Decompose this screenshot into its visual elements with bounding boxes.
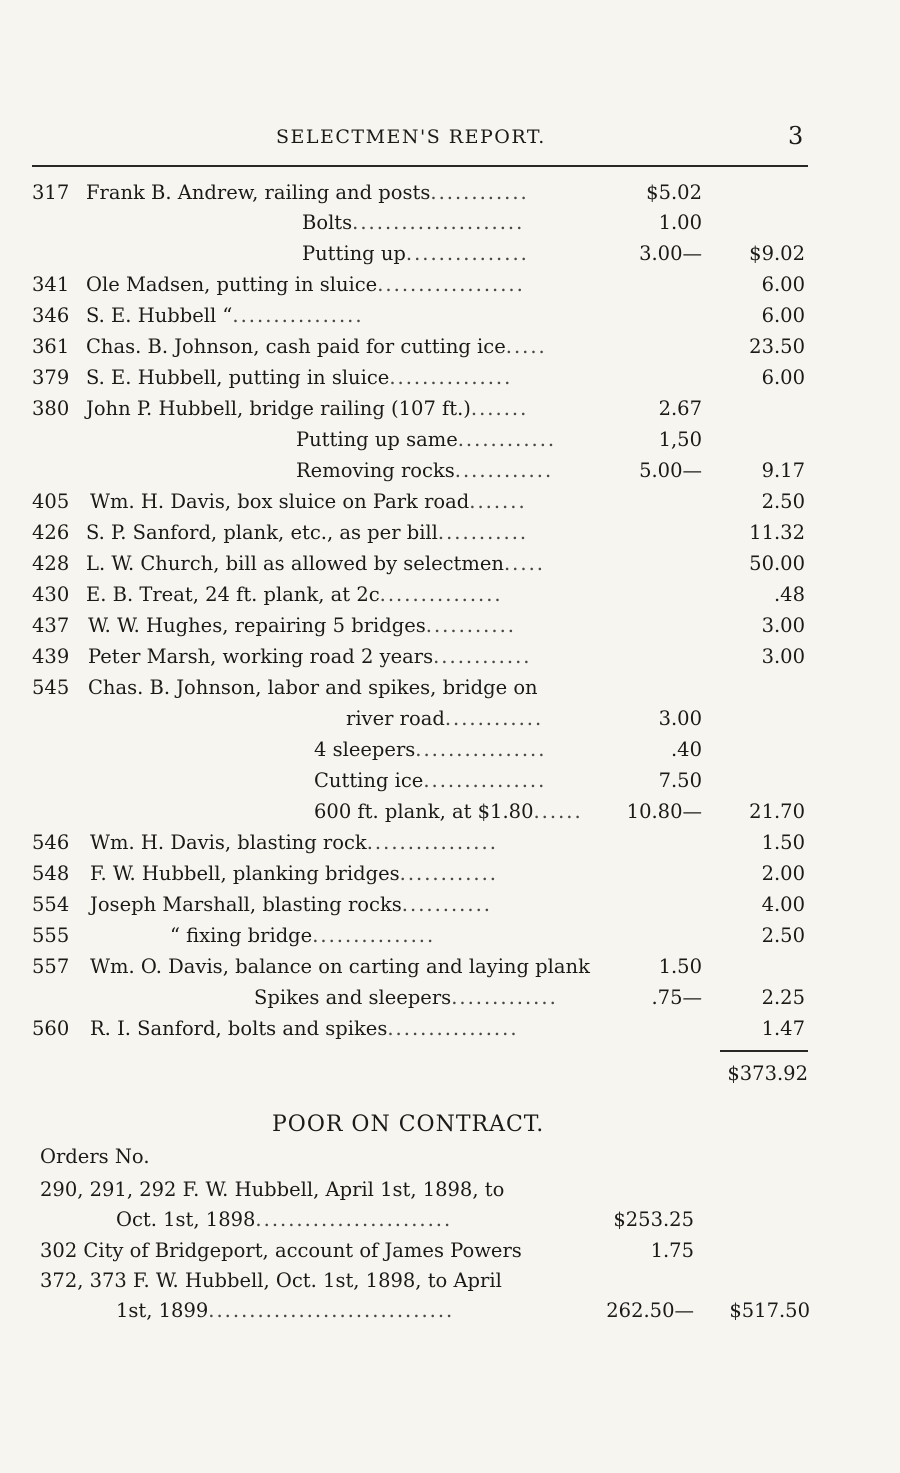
poor-row [0,1236,900,1266]
entry-text: E. B. Treat, 24 ft. plank, at 2c [86,583,380,606]
total-amount: 21.70 [749,800,805,823]
entry-text: Wm. H. Davis, blasting rock [90,831,367,854]
entry-text: Joseph Marshall, blasting rocks [90,893,402,916]
leader-dots: ............. [451,986,558,1009]
ledger-row [0,518,900,548]
leader-dots: ............... [389,366,513,389]
ledger-row [0,270,900,300]
entry-description [86,332,547,362]
item-amount: 7.50 [658,769,702,792]
leader-dots: ............ [444,707,544,730]
entry-text: Ole Madsen, putting in sluice [86,273,378,296]
ledger-row [0,487,900,517]
ledger-row [0,704,900,734]
order-number: 546 [32,831,70,854]
entry-text: S. P. Sanford, plank, etc., as per bill [86,521,438,544]
order-number: 439 [32,645,70,668]
leader-dots: ............ [399,862,499,885]
ledger-row [0,828,900,858]
total-amount: 23.50 [749,335,805,358]
poor-text: 290, 291, 292 F. W. Hubbell, April 1st, 1898, to [40,1178,505,1201]
order-number: 428 [32,552,70,575]
entry-description [296,456,553,486]
entry-description [254,983,558,1013]
entry-description [88,611,516,641]
poor-row [0,1296,900,1326]
entry-text: S. E. Hubbell, putting in sluice [86,366,390,389]
item-amount: .40 [670,738,702,761]
ledger-row [0,178,900,208]
entry-description [88,673,538,703]
leader-dots: ............... [405,242,529,265]
entry-text: W. W. Hughes, repairing 5 bridges [88,614,426,637]
entry-text: Putting up same [296,428,458,451]
entry-text: river road [346,707,445,730]
entry-description [90,487,527,517]
ledger-row [0,797,900,827]
entry-description [302,208,524,238]
page-number: 3 [788,122,804,150]
entry-description [86,363,512,393]
orders-label: Orders No. [40,1145,150,1168]
section-title: POOR ON CONTRACT. [272,1112,545,1137]
entry-description [90,859,498,889]
entry-description [86,394,528,424]
leader-dots: ..................... [352,211,525,234]
entry-text: 600 ft. plank, at $1.80 [314,800,534,823]
ledger-row [0,208,900,238]
entry-text: 4 sleepers [314,738,416,761]
item-amount: 1.50 [658,955,702,978]
ledger-row [0,363,900,393]
entry-description [314,735,546,765]
entry-description [170,921,435,951]
entry-description [90,890,492,920]
poor-total: $517.50 [729,1299,810,1322]
order-number: 426 [32,521,70,544]
item-amount: 1,50 [658,428,702,451]
entry-text: S. E. Hubbell “ [86,304,233,327]
item-amount: 5.00— [639,459,702,482]
entry-description [346,704,543,734]
entry-description [90,828,498,858]
leader-dots: ..... [505,335,547,358]
grand-total: $373.92 [727,1062,808,1085]
leader-dots: ........................ [255,1208,453,1231]
poor-description [40,1266,502,1296]
total-amount: 1.47 [761,1017,805,1040]
order-number: 430 [32,583,70,606]
entry-description [88,642,531,672]
total-amount: 9.17 [761,459,805,482]
leader-dots: ............ [433,645,532,668]
ledger-row [0,332,900,362]
total-amount: 3.00 [761,614,805,637]
order-number: 405 [32,490,70,513]
order-number: 380 [32,397,70,420]
total-amount: 3.00 [761,645,805,668]
leader-dots: .................. [377,273,525,296]
order-number: 554 [32,893,70,916]
total-amount: 2.25 [761,986,805,1009]
order-number: 317 [32,181,70,204]
order-number: 437 [32,614,70,637]
entry-text: Chas. B. Johnson, labor and spikes, bridge on [88,676,538,699]
entry-text: Removing rocks [296,459,455,482]
item-amount: 1.00 [658,211,702,234]
entry-text: “ fixing bridge [170,924,313,947]
leader-dots: ............... [423,769,547,792]
leader-dots: ....... [470,397,529,420]
entry-description [314,797,583,827]
item-amount: 3.00— [639,242,702,265]
total-amount: 6.00 [761,304,805,327]
poor-description [116,1205,452,1235]
entry-description [302,239,529,269]
total-rule [720,1050,808,1052]
total-amount: 2.50 [761,490,805,513]
leader-dots: .............................. [208,1299,455,1322]
item-amount: $5.02 [646,181,702,204]
total-amount: 11.32 [749,521,805,544]
total-amount: 6.00 [761,273,805,296]
ledger-row [0,642,900,672]
leader-dots: ............... [312,924,436,947]
poor-description [116,1296,454,1326]
ledger-row [0,425,900,455]
leader-dots: ................ [387,1017,519,1040]
entry-text: F. W. Hubbell, planking bridges [90,862,400,885]
entry-text: Peter Marsh, working road 2 years [88,645,434,668]
order-number: 379 [32,366,70,389]
leader-dots: ..... [503,552,545,575]
ledger-row [0,890,900,920]
leader-dots: ............ [454,459,554,482]
ledger-row [0,1014,900,1044]
leader-dots: ............ [430,181,529,204]
entry-text: John P. Hubbell, bridge railing (107 ft.) [86,397,471,420]
poor-row [0,1175,900,1205]
poor-amount: $253.25 [613,1208,694,1231]
ledger-row [0,921,900,951]
entry-description [86,518,528,548]
header-title: SELECTMEN'S REPORT. [276,126,546,148]
leader-dots: ................ [232,304,364,327]
poor-row [0,1205,900,1235]
leader-dots: ........... [437,521,529,544]
entry-text: Putting up [302,242,406,265]
ledger-row [0,301,900,331]
ledger-row [0,580,900,610]
ledger-row [0,456,900,486]
poor-description [40,1236,522,1266]
entry-description [86,178,529,208]
total-amount: .48 [773,583,805,606]
total-amount: 6.00 [761,366,805,389]
entry-text: Bolts [302,211,353,234]
poor-text: Oct. 1st, 1898 [116,1208,256,1231]
total-amount: 2.50 [761,924,805,947]
poor-amount: 1.75 [650,1239,694,1262]
leader-dots: ............ [457,428,557,451]
leader-dots: ...... [533,800,583,823]
order-number: 346 [32,304,70,327]
entry-description [86,549,545,579]
ledger-row [0,952,900,982]
ledger-row [0,239,900,269]
poor-text: 1st, 1899 [116,1299,209,1322]
ledger-row [0,983,900,1013]
order-number: 548 [32,862,70,885]
order-number: 555 [32,924,70,947]
total-amount: 2.00 [761,862,805,885]
poor-text: 372, 373 F. W. Hubbell, Oct. 1st, 1898, to April [40,1269,502,1292]
ledger-row [0,673,900,703]
leader-dots: ................ [366,831,498,854]
entry-text: Wm. H. Davis, box sluice on Park road [90,490,470,513]
entry-description [314,766,546,796]
ledger-row [0,394,900,424]
poor-row [0,1266,900,1296]
entry-text: Cutting ice [314,769,424,792]
poor-text: 302 City of Bridgeport, account of James Powers [40,1239,522,1262]
entry-description [90,1014,519,1044]
leader-dots: ................ [415,738,547,761]
entry-text: R. I. Sanford, bolts and spikes [90,1017,388,1040]
entry-description [90,952,590,982]
entry-text: Wm. O. Davis, balance on carting and laying plank [90,955,590,978]
entry-text: Frank B. Andrew, railing and posts [86,181,431,204]
ledger-row [0,766,900,796]
ledger-row [0,549,900,579]
order-number: 361 [32,335,70,358]
total-amount: 1.50 [761,831,805,854]
header-rule [32,165,808,167]
item-amount: .75— [651,986,702,1009]
entry-description [86,580,503,610]
entry-description [86,301,364,331]
leader-dots: ........... [425,614,516,637]
leader-dots: ........... [401,893,492,916]
entry-text: Chas. B. Johnson, cash paid for cutting ice [86,335,506,358]
poor-description [40,1175,504,1205]
entry-description [296,425,556,455]
page-header [0,122,900,152]
entry-description [86,270,525,300]
item-amount: 3.00 [658,707,702,730]
entry-text: L. W. Church, bill as allowed by selectmen [86,552,504,575]
leader-dots: ............... [379,583,503,606]
item-amount: 10.80— [626,800,702,823]
ledger-row [0,735,900,765]
ledger-row [0,611,900,641]
leader-dots: ....... [469,490,527,513]
order-number: 341 [32,273,70,296]
total-amount: $9.02 [749,242,805,265]
item-amount: 2.67 [658,397,702,420]
entry-text: Spikes and sleepers [254,986,452,1009]
poor-amount: 262.50— [606,1299,694,1322]
order-number: 560 [32,1017,70,1040]
order-number: 557 [32,955,70,978]
total-amount: 4.00 [761,893,805,916]
total-amount: 50.00 [749,552,805,575]
ledger-row [0,859,900,889]
order-number: 545 [32,676,70,699]
